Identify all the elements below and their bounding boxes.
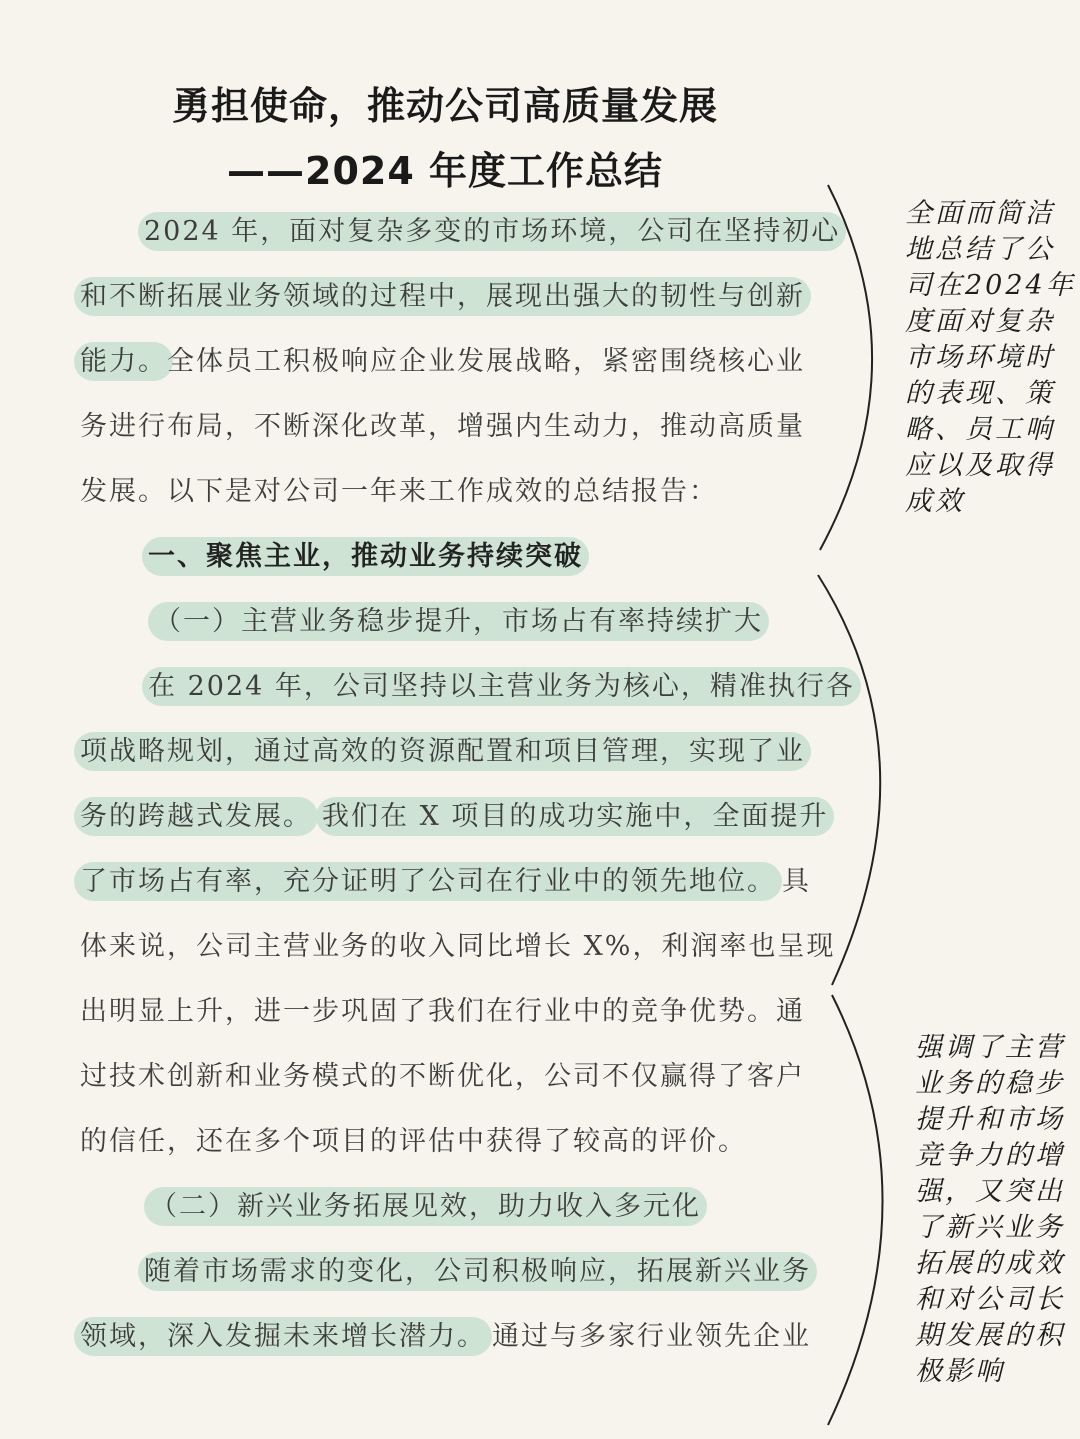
highlight: （一）主营业务稳步提升，市场占有率持续扩大 [148, 602, 769, 641]
paragraph-line: 发展。以下是对公司一年来工作成效的总结报告： [80, 476, 718, 507]
highlight: 随着市场需求的变化，公司积极响应，拓展新兴业务 [138, 1252, 817, 1291]
paragraph-line: 出明显上升，进一步巩固了我们在行业中的竞争优势。通 [80, 996, 805, 1027]
highlight: 项战略规划，通过高效的资源配置和项目管理，实现了业 [74, 732, 811, 771]
highlight: 和不断拓展业务领域的过程中，展现出强大的韧性与创新 [74, 277, 811, 316]
highlight: 能力。 [74, 342, 173, 381]
highlight: 2024 年，面对复杂多变的市场环境，公司在坚持初心 [138, 212, 846, 251]
highlight: 在 2024 年，公司坚持以主营业务为核心，精准执行各 [142, 667, 861, 706]
highlight: （二）新兴业务拓展见效，助力收入多元化 [144, 1187, 707, 1226]
text-segment: 通过与多家行业领先企业 [492, 1321, 811, 1352]
paragraph-line: 过技术创新和业务模式的不断优化，公司不仅赢得了客户 [80, 1061, 805, 1092]
paragraph-line: 的信任，还在多个项目的评估中获得了较高的评价。 [80, 1126, 747, 1157]
highlight: 领域，深入发掘未来增长潜力。 [74, 1317, 492, 1356]
paragraph-line: 体来说，公司主营业务的收入同比增长 X%，利润率也呈现 [80, 931, 836, 962]
document-title: 勇担使命，推动公司高质量发展 [171, 84, 718, 128]
document-subtitle: ——2024 年度工作总结 [227, 149, 663, 193]
bracket-2 [818, 575, 880, 985]
side-note-2: 强调了主营 业务的稳步 提升和市场 竞争力的增 强，又突出 了新兴业务 拓展的成效 和对公司长 期发展的积 极影响 [915, 1032, 1065, 1387]
highlight: 一、聚焦主业，推动业务持续突破 [142, 537, 589, 576]
highlight: 务的跨越式发展。 [74, 797, 318, 836]
text-segment: 具 [782, 866, 811, 897]
bracket-3 [828, 995, 883, 1425]
paragraph-line: 务进行布局，不断深化改革，增强内生动力，推动高质量 [80, 411, 805, 442]
highlight: 我们在 X 项目的成功实施中，全面提升 [316, 797, 834, 836]
text-segment: 全体员工积极响应企业发展战略，紧密围绕核心业 [167, 346, 805, 377]
highlight: 了市场占有率，充分证明了公司在行业中的领先地位。 [74, 862, 782, 901]
side-note-1: 全面而简洁 地总结了公 司在2024年 度面对复杂 市场环境时 的表现、策 略、员工响 应以及取得 成效 [905, 198, 1076, 517]
bracket-1 [820, 185, 872, 550]
